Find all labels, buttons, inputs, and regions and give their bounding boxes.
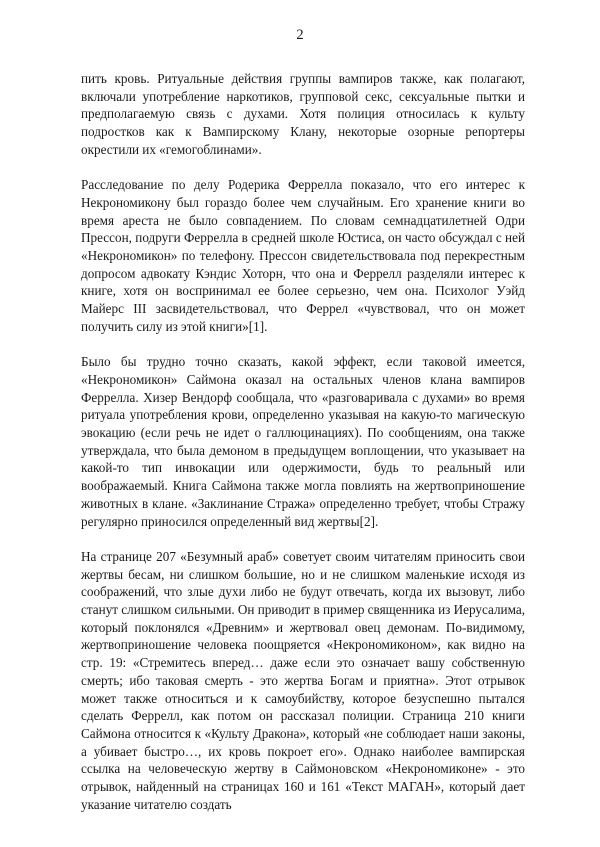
paragraph-2: Расследование по делу Родерика Феррелла показало, что его интерес к Некрономикону был гораздо более чем случайным. Его хранение книги во время ареста не было совпадением. По словам семнадцатилетней Одри Прессон, подруги Феррелла в средней школе Юстиса, он часто обсуждал с ней «Некрономикон» по телефону. Прессон свидетельствовала под перекрестным допросом адвокату Кэндис Хоторн, что она и Феррелл разделяли интерес к книге, хотя он воспринимал ее более серьезно, чем она. Психолог Уэйд Майерс III засвидетельствовал, что Феррел «чувствовал, что он может получить силу из этой книги»[1]. (81, 177, 525, 334)
paragraph-3: Было бы трудно точно сказать, какой эффект, если таковой имеется, «Некрономикон» Саймона оказал на остальных членов клана вампиров Феррелла. Хизер Вендорф сообщала, что «разговаривала с духами» во время ритуала употребления крови, определенно указывая на какую-то магическую эвокацию (если речь не идет о галлюцинациях). По сообщениям, она также утверждала, что была демоном в предыдущем воплощении, что указывает на какой-то тип инвокации или одержимости, будь то реальный или воображаемый. Книга Саймона также могла повлиять на жертвоприношение животных в клане. «Заклинание Стража» определенно требует, чтобы Стражу регулярно приносился определенный вид жертвы[2]. (81, 354, 525, 529)
page-number: 2 (296, 27, 304, 43)
paragraph-4: На странице 207 «Безумный араб» советует своим читателям приносить свои жертвы бесам, ни слишком большие, но и не слишком маленькие исходя из соображений, что злые духи либо не будут отвечать, когда их вызовут, либо станут слишком сильными. Он приводит в пример священника из Иерусалима, который поклонялся «Древним» и жертвовал овец демонам. По-видимому, жертвоприношение человека поощряется «Некрономиконом», как видно на стр. 19: «Стремитесь вперед… даже если это означает вашу собственную смерть; ибо таковая смерть - это жертва Богам и приятна». Этот отрывок может также относиться и к самоубийству, которое безуспешно пытался сделать Феррелл, как потом он рассказал полиции. Страница 210 книги Саймона относится к «Культу Дракона», который «не соблюдает наши законы, а убивает быстро…, их кровь покроет его». Однако наиболее вампирская ссылка на человеческую жертву в Саймоновском «Некрономиконе» - это отрывок, найденный на страницах 160 и 161 «Текст МАГАН», который дает указание читателю создать (81, 548, 525, 812)
body-text-column (81, 70, 525, 813)
paragraph-1: пить кровь. Ритуальные действия группы вампиров также, как полагают, включали употребление наркотиков, групповой секс, сексуальные пытки и предполагаемую связь с духами. Хотя полиция относилась к культу подростков как к Вампирскому Клану, некоторые озорные репортеры окрестили их «гемогоблинами». (81, 71, 525, 157)
